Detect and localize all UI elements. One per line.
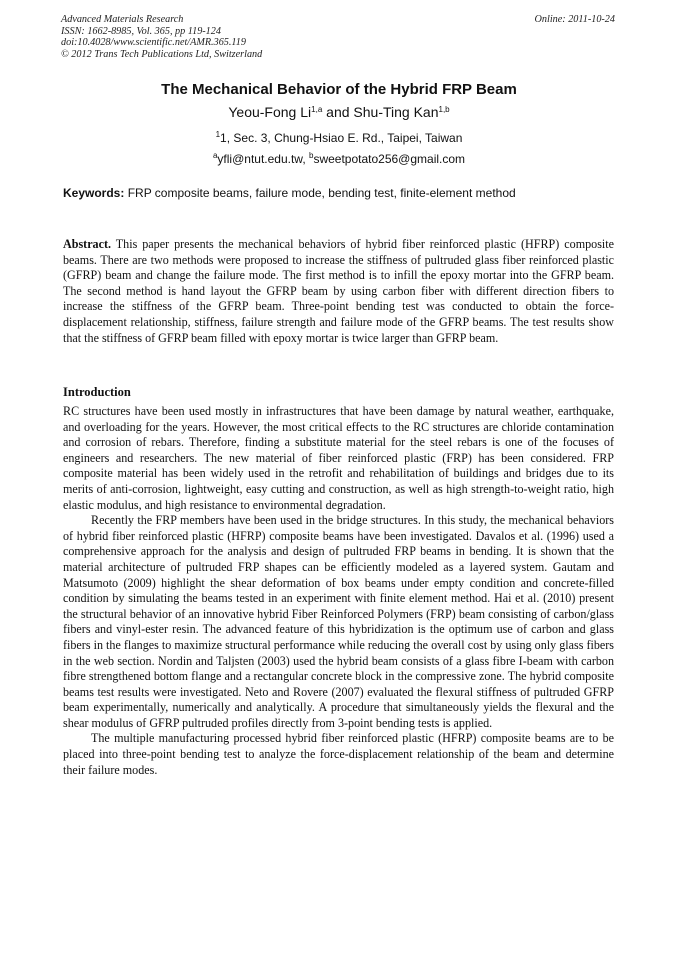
section-heading: Introduction xyxy=(63,385,131,399)
journal-name: Advanced Materials Research xyxy=(61,14,184,25)
paragraph: RC structures have been used mostly in infrastructures that have been damage by natural weather, earthquake, and overloading for the years. However, the most critical effects to the RC structures are chloride contamination and corrosion of rebars. Therefore, finding a substitute material for the steel rebars is one of the focuses of engineers and researchers. The new material of fiber reinforced plastic (FRP) has been considered. FRP composite material has been widely used in the retrofit and rehabilitation of buildings and bridges due to its merits of anti-corrosion, lightweight, easy cutting and construction, as well as high strength-to-weight ratio, high elastic modulus, and high resistance to environmental degradation. xyxy=(63,404,614,512)
email-superscript: a xyxy=(212,151,218,160)
author-name: Shu-Ting Kan xyxy=(353,104,439,120)
issn-line: ISSN: 1662-8985, Vol. 365, pp 119-124 xyxy=(61,25,221,37)
paper-title: The Mechanical Behavior of the Hybrid FRP Beam xyxy=(161,81,517,98)
introduction-body xyxy=(63,404,614,778)
journal-header xyxy=(61,14,617,60)
keywords xyxy=(63,186,623,200)
paragraph: The multiple manufacturing processed hybrid fiber reinforced plastic (HFRP) composite beams are to be placed into three-point bending test to analyze the force-displacement relationship of the beam and determine their failure modes. xyxy=(63,731,614,777)
copyright-line: © 2012 Trans Tech Publications Ltd, Switzerland xyxy=(61,48,263,60)
author-line xyxy=(0,104,678,120)
author-superscript: 1,b xyxy=(438,105,450,114)
email-line xyxy=(0,152,678,166)
email-address: yfli@ntut.edu.tw, xyxy=(217,152,309,166)
keywords-label: Keywords: xyxy=(63,186,125,200)
abstract-text: This paper presents the mechanical behaviors of hybrid fiber reinforced plastic (HFRP) composite beams. There are two methods were proposed to increase the stiffness of pultruded glass fiber reinforced plastic (GFRP) beam and change the failure mode. The first method is to infill the epoxy mortar into the GFRP beam. The second method is hand layout the GFRP beam by using carbon fiber with different direction fibers to increase the stiffness of the GFRP beam. Three-point bending test was conducted to obtain the force-displacement relationship, stiffness, failure strength and failure mode of the GFRP beams. The test results show that the stiffness of GFRP beam filled with epoxy mortar is twice larger than GFRP beam. xyxy=(63,237,614,345)
affiliation xyxy=(0,131,678,145)
abstract xyxy=(63,237,614,346)
author-superscript: 1,a xyxy=(311,105,323,114)
abstract-label: Abstract. xyxy=(63,237,112,251)
online-date: Online: 2011-10-24 xyxy=(534,14,615,25)
keywords-text: FRP composite beams, failure mode, bending test, finite-element method xyxy=(124,186,516,200)
doi-line: doi:10.4028/www.scientific.net/AMR.365.119 xyxy=(61,37,246,49)
author-conjunction: and xyxy=(322,104,354,120)
email-address: sweetpotato256@gmail.com xyxy=(313,152,466,166)
affiliation-superscript: 1 xyxy=(215,130,221,139)
author-name: Yeou-Fong Li xyxy=(228,104,312,120)
affiliation-text: 1, Sec. 3, Chung-Hsiao E. Rd., Taipei, Taiwan xyxy=(220,131,463,145)
paragraph: Recently the FRP members have been used in the bridge structures. In this study, the mechanical behaviors of hybrid fiber reinforced plastic (HFRP) composite beams have been investigated. Davalos et al. (1996) used a comprehensive approach for the analysis and design of pultruded FRP beams in bending. It is shown that the material architecture of pultruded FRP shapes can be efficiently modeled as a layered system. Gautam and Matsumoto (2009) highlight the shear deformation of box beams under empty condition and concrete-filled condition by simulating the beams tested in an experiment with finite element method. Hai et al. (2010) present the structural behavior of an innovative hybrid Fiber Reinforced Polymers (FRP) beam consisting of carbon/glass fibers and vinyl-ester resin. The advanced feature of this hybridization is the optimum use of carbon and glass fibers in the flanges to maximize structural performance while reducing the overall cost by using only glass fibers in the web section. Nordin and Taljsten (2003) used the hybrid beam consists of a glass fibre I-beam with carbon fibre strengthened bottom flange and a rectangular concrete block in the compressive zone. The hybrid composite beams test results were investigated. Neto and Rovere (2007) evaluated the flexural stiffness of pultruded GFRP beam experimentally, numerically and analytically. A procedure that simultaneously yields the flexural and the shear modulus of GFRP pultruded profiles directly from 3-point bending tests is applied. xyxy=(63,513,614,730)
email-superscript: b xyxy=(308,151,314,160)
